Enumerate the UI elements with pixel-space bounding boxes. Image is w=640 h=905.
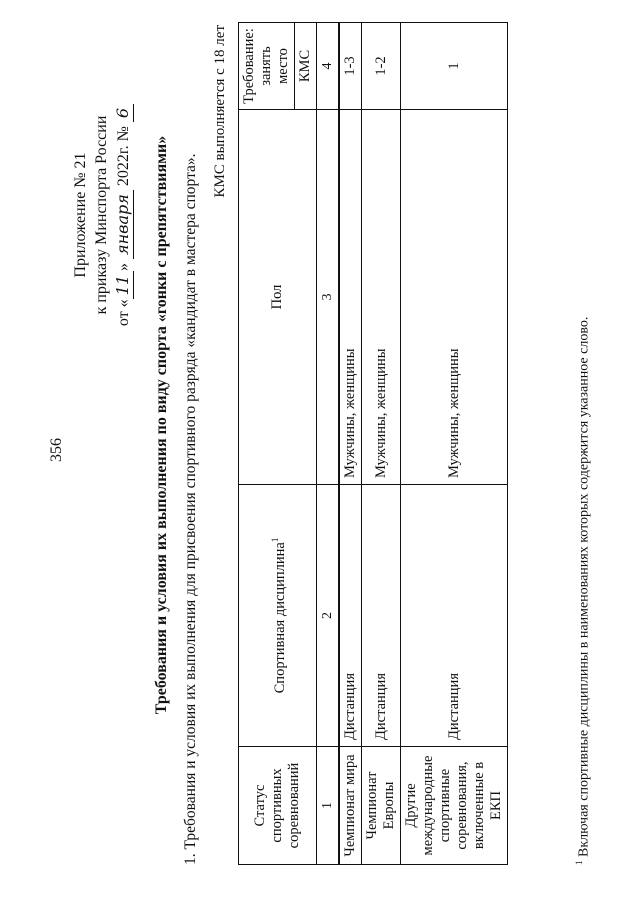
row-discipline: Дистанция	[362, 485, 401, 747]
row-place: 1	[401, 23, 508, 110]
header-gender: Пол	[239, 110, 317, 485]
footnote	[574, 65, 593, 865]
row-status: Чемпионат Европы	[362, 747, 401, 865]
row-discipline: Дистанция	[339, 485, 362, 747]
appendix-line-1: Приложение № 21	[72, 152, 89, 278]
footnote-marker: 1	[574, 860, 584, 865]
column-number: 2	[317, 485, 340, 747]
header-requirement: Требование: занять место	[239, 23, 295, 110]
date-mid: »	[115, 262, 132, 271]
header-discipline-label: Спортивная дисциплина	[271, 542, 288, 694]
date-prefix: от «	[115, 299, 132, 327]
row-gender: Мужчины, женщины	[362, 110, 401, 485]
row-gender: Мужчины, женщины	[339, 110, 362, 485]
row-status: Чемпионат мира	[339, 747, 362, 865]
table-header-row	[239, 23, 295, 865]
document-title: Требования и условия их выполнения по виду спорта «гонки с препятствиями»	[153, 135, 170, 715]
table-row	[339, 23, 362, 865]
header-discipline	[239, 485, 317, 747]
row-place: 1-2	[362, 23, 401, 110]
date-day: 11	[112, 271, 134, 299]
row-place: 1-3	[339, 23, 362, 110]
date-year: 2022	[115, 154, 132, 187]
column-number: 4	[317, 23, 340, 110]
page-number: 356	[48, 438, 65, 462]
column-number: 1	[317, 747, 340, 865]
date-month: января	[112, 190, 134, 259]
header-discipline-footnote: 1	[269, 537, 280, 543]
column-number: 3	[317, 110, 340, 485]
header-status: Статус спортивных соревнований	[239, 747, 317, 865]
appendix-block	[70, 80, 134, 350]
order-number: 6	[112, 104, 134, 122]
requirements-table	[238, 22, 508, 865]
column-number-row	[317, 23, 340, 865]
row-gender: Мужчины, женщины	[401, 110, 508, 485]
table-row	[362, 23, 401, 865]
footnote-text: Включая спортивные дисциплины в наименованиях которых содержится указанное слово.	[576, 316, 592, 857]
section-heading: 1. Требования и условия их выполнения для присвоения спортивного разряда «кандидат в мастера спорта».	[182, 153, 199, 865]
appendix-line-2: к приказу Минспорта России	[93, 115, 110, 315]
row-discipline: Дистанция	[401, 485, 508, 747]
table-caption: КМС выполняется с 18 лет	[212, 25, 228, 198]
date-year-suffix: г. №	[115, 126, 132, 155]
appendix-date-line	[112, 80, 134, 350]
table-row	[401, 23, 508, 865]
row-status: Другие международные спортивные соревнования, включенные в ЕКП	[401, 747, 508, 865]
header-kms: КМС	[295, 23, 317, 110]
